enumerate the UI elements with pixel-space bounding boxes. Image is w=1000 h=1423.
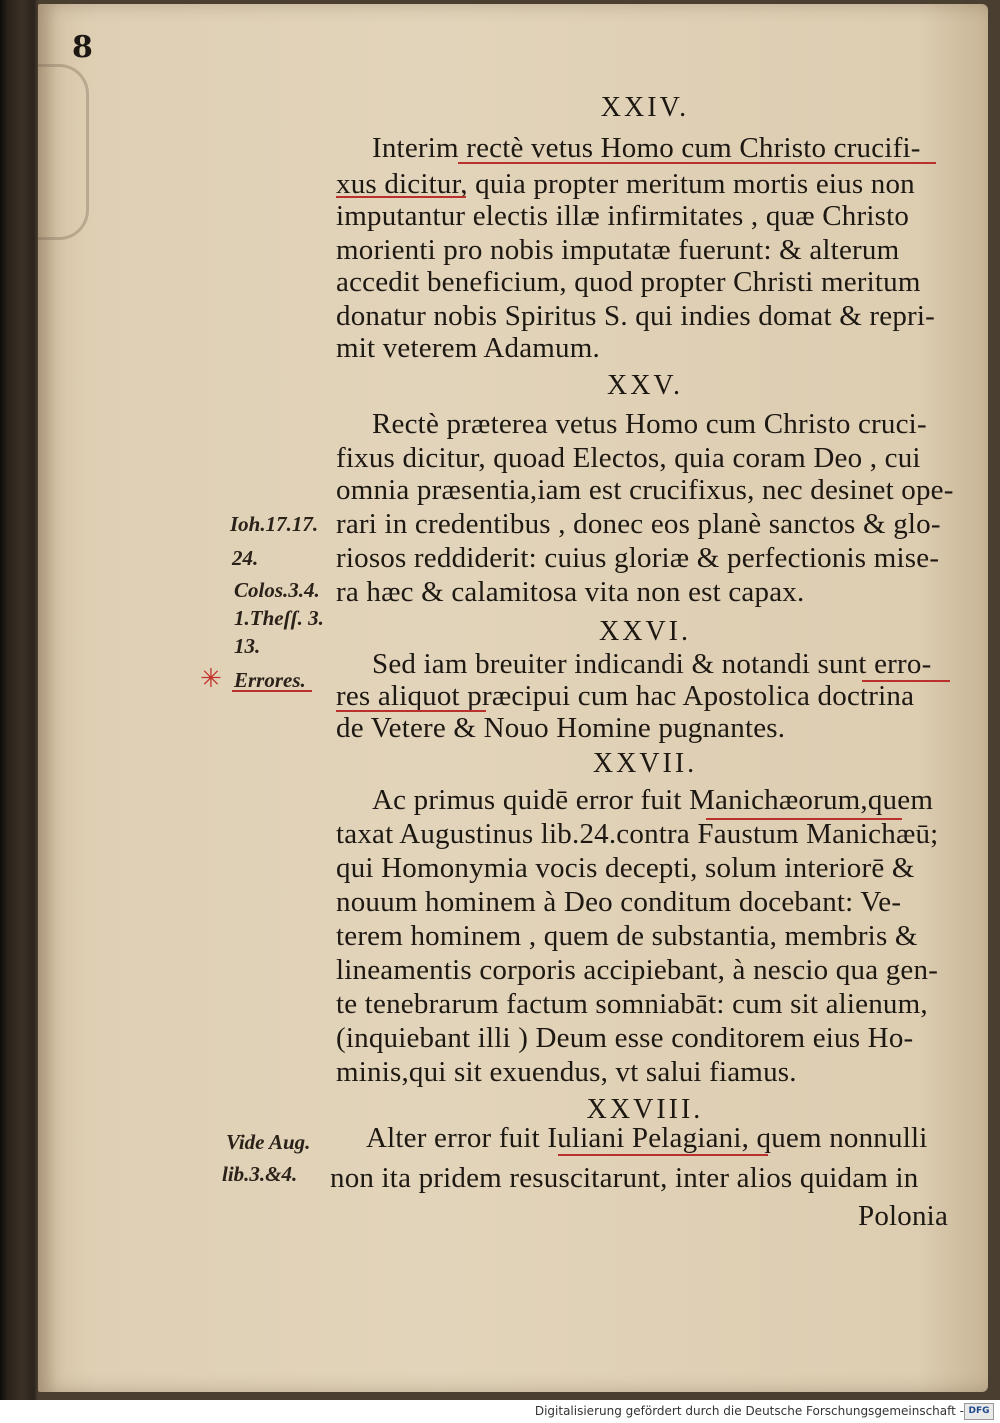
dfg-logo: DFG — [964, 1403, 994, 1420]
page-number: 8 — [72, 30, 93, 65]
text-line: minis,qui sit exuendus, vt salui fiamus. — [336, 1056, 797, 1088]
text-line: Interim rectè vetus Homo cum Christo crucifi- — [372, 132, 921, 164]
text-line: mit veterem Adamum. — [336, 332, 600, 364]
margin-note-vide: Vide Aug. — [226, 1130, 311, 1154]
red-underline — [558, 1154, 768, 1156]
footer-bar — [0, 1400, 1000, 1423]
red-underline — [336, 710, 486, 712]
text-line: Ac primus quidē error fuit Manichæorum,quem — [372, 784, 934, 816]
text-line: Polonia — [858, 1200, 949, 1232]
text-line: imputantur electis illæ infirmitates , quæ Christo — [336, 200, 910, 232]
margin-note-lib: lib.3.&4. — [222, 1162, 298, 1186]
text-line: de Vetere & Nouo Homine pugnantes. — [336, 712, 786, 744]
paper-clip-shadow — [38, 64, 89, 240]
red-underline — [336, 196, 466, 198]
margin-note-thess: 1.Theſſ. 3. — [234, 606, 324, 630]
section-heading: XXIV. — [600, 92, 690, 123]
text-line: morienti pro nobis imputatæ fuerunt: & alterum — [336, 234, 900, 266]
red-underline — [458, 162, 936, 164]
text-line: Alter error fuit Iuliani Pelagiani, quem nonnulli — [366, 1122, 928, 1154]
text-line: fixus dicitur, quoad Electos, quia coram Deo , cui — [336, 442, 921, 474]
red-underline — [706, 818, 902, 820]
text-line: xus dicitur, quia propter meritum mortis eius non — [336, 168, 915, 200]
margin-note-errores: Errores. — [234, 668, 306, 692]
text-line: qui Homonymia vocis decepti, solum interiorē & — [336, 852, 915, 884]
text-line: terem hominem , quem de substantia, membris & — [336, 920, 918, 952]
text-line: riosos reddiderit: cuius gloriæ & perfectionis mise- — [336, 542, 940, 574]
margin-note-ioh: Ioh.17.17. — [230, 512, 319, 536]
section-heading: XXV. — [606, 370, 684, 401]
asterisk-icon: ✳ — [200, 664, 222, 694]
text-line: ra hæc & calamitosa vita non est capax. — [336, 576, 805, 608]
text-line: res aliquot præcipui cum hac Apostolica doctrina — [336, 680, 915, 712]
margin-note-thess-cont: 13. — [234, 634, 261, 658]
text-line: non ita pridem resuscitarunt, inter alios quidam in — [330, 1162, 919, 1194]
red-underline — [862, 680, 950, 682]
footer-credit: Digitalisierung gefördert durch die Deutsche Forschungsgemeinschaft - — [534, 1404, 964, 1418]
text-line: Rectè præterea vetus Homo cum Christo cruci- — [372, 408, 927, 440]
section-heading: XXVI. — [599, 616, 691, 647]
section-heading: XXVIII. — [586, 1094, 704, 1125]
section-heading: XXVII. — [592, 748, 698, 779]
red-underline — [232, 690, 312, 692]
text-line: rari in credentibus , donec eos planè sanctos & glo- — [336, 508, 941, 540]
text-line: (inquiebant illi ) Deum esse conditorem eius Ho- — [336, 1022, 914, 1054]
text-line: accedit beneficium, quod propter Christi meritum — [336, 266, 921, 298]
text-line: Sed iam breuiter indicandi & notandi sunt erro- — [372, 648, 932, 680]
margin-note-ioh-cont: 24. — [232, 546, 259, 570]
text-line: donatur nobis Spiritus S. qui indies domat & repri- — [336, 300, 936, 332]
text-line: taxat Augustinus lib.24.contra Faustum Manichæū; — [336, 818, 939, 850]
text-line: nouum hominem à Deo conditum docebant: Ve- — [336, 886, 902, 918]
text-line: te tenebrarum factum somniabāt: cum sit alienum, — [336, 988, 928, 1020]
margin-note-colos: Colos.3.4. — [234, 578, 320, 602]
text-line: omnia præsentia,iam est crucifixus, nec desinet ope- — [336, 474, 954, 506]
text-line: lineamentis corporis accipiebant, à nescio qua gen- — [336, 954, 939, 986]
